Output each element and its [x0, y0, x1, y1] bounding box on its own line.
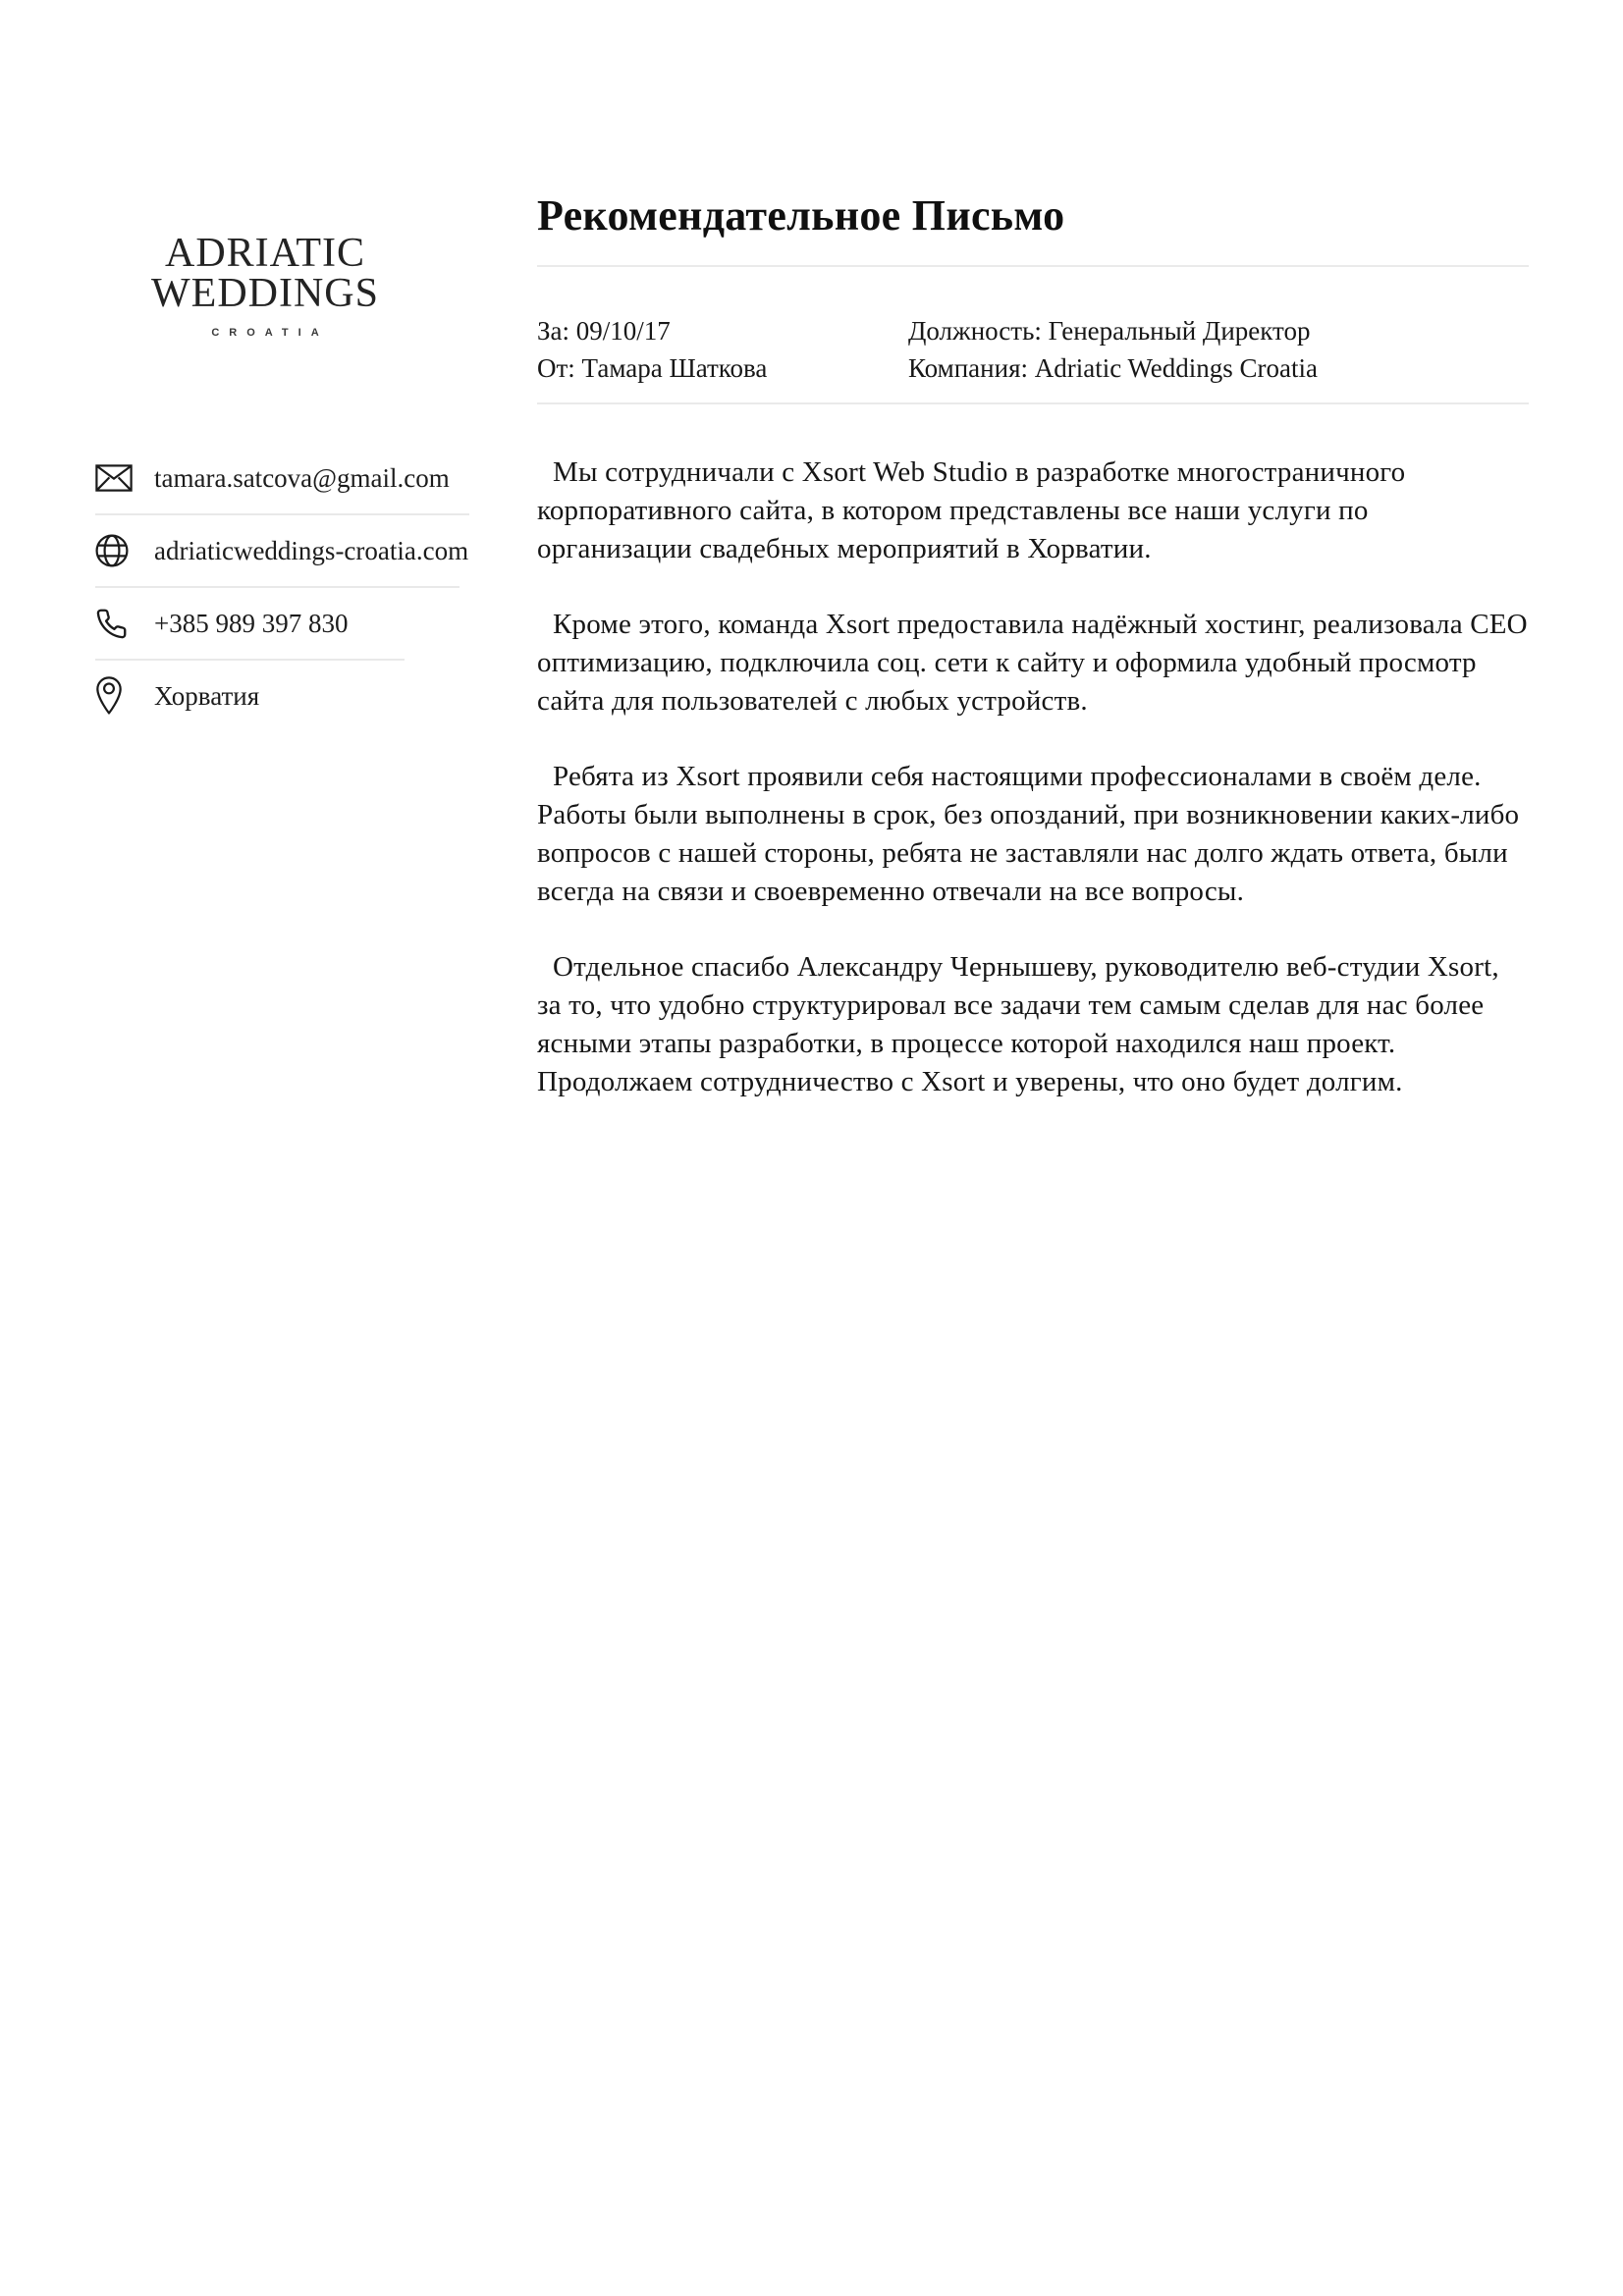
meta-position-line: Должность: Генеральный Директор: [908, 316, 1311, 346]
contact-divider: [95, 659, 405, 661]
company-logo: [147, 231, 383, 339]
divider-middle: [537, 402, 1529, 404]
logo-word-adriatic: ADRIATIC: [165, 231, 365, 276]
location-pin-icon: [95, 676, 135, 716]
envelope-icon: [95, 464, 135, 492]
meta-author-line: От: Тамара Шаткова: [537, 353, 768, 383]
logo-word-weddings: WEDDINGS: [151, 271, 379, 316]
contact-location-text: Хорватия: [154, 680, 260, 711]
meta-company-line: Компания: Adriatic Weddings Croatia: [908, 353, 1318, 383]
logo-word-croatia: CROATIA: [211, 327, 329, 339]
contact-phone-text: +385 989 397 830: [154, 608, 349, 638]
page-title: Рекомендательное Письмо: [537, 191, 1065, 240]
letter-paragraph: Отдельное спасибо Александру Чернышеву, руководителю веб-студии Xsort, за то, что удобно структурировал все задачи тем самым сделав для нас более ясными этапы разработки, в процессе которой находился наш проект. Продолжаем сотрудничество с Xsort и уверены, что оно будет долгим.: [537, 951, 1499, 1097]
meta-column-right: [908, 312, 1318, 387]
contact-divider: [95, 513, 469, 515]
divider-top: [537, 265, 1529, 267]
globe-icon: [95, 534, 135, 567]
contact-email-text: tamara.satcova@gmail.com: [154, 462, 450, 493]
letter-content: [537, 192, 1529, 1139]
contact-row-email: [95, 454, 472, 503]
letter-paragraph: Кроме этого, команда Xsort предоставила надёжный хостинг, реализовала СЕО оптимизацию, подключила соц. сети к сайту и оформила удобный просмотр сайта для пользователей с любых устройств.: [537, 609, 1528, 717]
contact-website-text: adriaticweddings-croatia.com: [154, 535, 469, 565]
letter-paragraph: Мы сотрудничали с Xsort Web Studio в разработке многостраничного корпоративного сайта, в котором представлены все наши услуги по организации свадебных мероприятий в Хорватии.: [537, 456, 1406, 564]
contact-divider: [95, 586, 460, 588]
letter-body: [537, 454, 1529, 1101]
meta-date-line: За: 09/10/17: [537, 316, 671, 346]
contact-list: [95, 454, 472, 721]
contact-row-location: [95, 671, 472, 721]
contact-row-phone: [95, 599, 472, 648]
contact-row-website: [95, 526, 472, 575]
phone-icon: [95, 608, 135, 640]
letter-paragraph: Ребята из Xsort проявили себя настоящими профессионалами в своём деле. Работы были выполнены в срок, без опозданий, при возникновении каких-либо вопросов с нашей стороны, ребята не заставляли нас долго ждать ответа, были всегда на связи и своевременно отвечали на все вопросы.: [537, 761, 1520, 907]
meta-column-left: [537, 312, 908, 387]
letter-meta: [537, 312, 1529, 387]
